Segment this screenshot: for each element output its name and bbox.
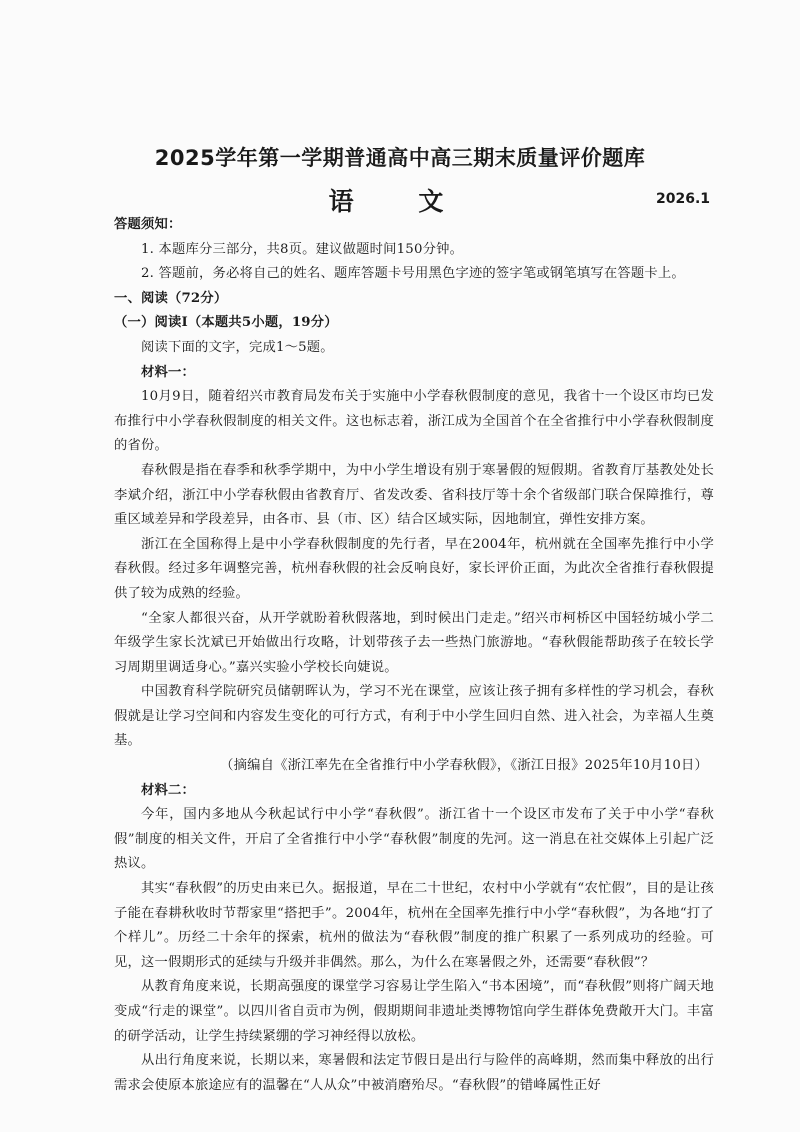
material1-paragraph: 10月9日，随着绍兴市教育局发布关于实施中小学春秋假制度的意见，我省十一个设区市均已发布推行中小学春秋假制度的相关文件。这也标志着，浙江成为全国首个在全省推行中小学春秋假制度的省份。: [114, 389, 714, 454]
material2-paragraph: 其实“春秋假”的历史由来已久。据报道，早在二十世纪，农村中小学就有“农忙假”，目的是让孩子能在春耕秋收时节帮家里“搭把手”。2004年，杭州在全国率先推行中小学“春秋假”，为各地“打了个样儿”。历经二十余年的探索，杭州的做法为“春秋假”制度的推广积累了一系列成功的经验。可见，这一假期形式的延续与升级并非偶然。那么，为什么在寒暑假之外，还需要“春秋假”？: [114, 881, 714, 970]
subject-title: 语 文: [328, 187, 472, 216]
exam-date: 2026.1: [656, 191, 711, 207]
material1-paragraph: 中国教育科学院研究员储朝晖认为，学习不光在课堂，应该让孩子拥有多样性的学习机会，春秋假就是让学习空间和内容发生变化的可行方式，有利于中小学生回归自然、进入社会，为幸福人生奠基。: [114, 684, 714, 749]
section-heading: 一、阅读（72分）: [114, 290, 228, 306]
material1-label: 材料一：: [141, 364, 195, 380]
material1-source: （摘编自《浙江率先在全省推行中小学春秋假》，《浙江日报》2025年10月10日）: [220, 758, 708, 774]
material2-paragraph: 从出行角度来说，长期以来，寒暑假和法定节假日是出行与险伴的高峰期，然而集中释放的出行需求会使原本旅途应有的温馨在“人从众”中被消磨殆尽。“春秋假”的错峰属性正好: [114, 1053, 714, 1093]
material2-label: 材料二：: [141, 782, 195, 798]
material1-paragraph: 春秋假是指在春季和秋季学期中，为中小学生增设有别于寒暑假的短假期。省教育厅基教处处长李斌介绍，浙江中小学春秋假由省教育厅、省发改委、省科技厅等十余个省级部门联合保障推行，尊重区域差异和学段差异，由各市、县（市、区）结合区域实际，因地制宜，弹性安排方案。: [114, 462, 714, 528]
material1-paragraph: 浙江在全国称得上是中小学春秋假制度的先行者，早在2004年，杭州就在全国率先推行中小学春秋假。经过多年调整完善，杭州春秋假的社会反响良好，家长评价正面，为此次全省推行春秋假提供了较为成熟的经验。: [114, 536, 714, 601]
subsection-heading: （一）阅读Ⅰ（本题共5小题，19分）: [114, 315, 338, 331]
material1-paragraph: “全家人都很兴奋，从开学就盼着秋假落地，到时候出门走走。”绍兴市柯桥区中国轻纺城小学二年级学生家长沈斌已开始做出行攻略，计划带孩子去一些热门旅游地。“春秋假能帮助孩子在较长学习周期里调适身心。”嘉兴实验小学校长向婕说。: [114, 610, 714, 675]
material2-paragraph: 今年，国内多地从今秋起试行中小学“春秋假”。浙江省十一个设区市发布了关于中小学“春秋假”制度的相关文件，开启了全省推行中小学“春秋假”制度的先河。这一消息在社交媒体上引起广泛热议。: [114, 807, 714, 872]
notice-item-2: 2. 答题前，务必将自己的姓名、题库答题卡号用黑色字迹的签字笔或钢笔填写在答题卡上。: [141, 266, 685, 282]
material2-paragraph: 从教育角度来说，长期高强度的课堂学习容易让学生陷入“书本困境”，而“春秋假”则将广阔天地变成“行走的课堂”。以四川省自贡市为例，假期期间非遗址类博物馆向学生群体免费敞开大门。丰富的研学活动，让学生持续紧绷的学习神经得以放松。: [114, 979, 714, 1044]
exam-title: 2025学年第一学期普通高中高三期末质量评价题库: [154, 146, 646, 170]
exam-body: [114, 213, 714, 1098]
notice-heading: 答题须知：: [114, 217, 182, 232]
reading-instruction: 阅读下面的文字，完成1～5题。: [141, 339, 334, 355]
notice-item-1: 1. 本题库分三部分，共8页。建议做题时间150分钟。: [141, 241, 464, 257]
